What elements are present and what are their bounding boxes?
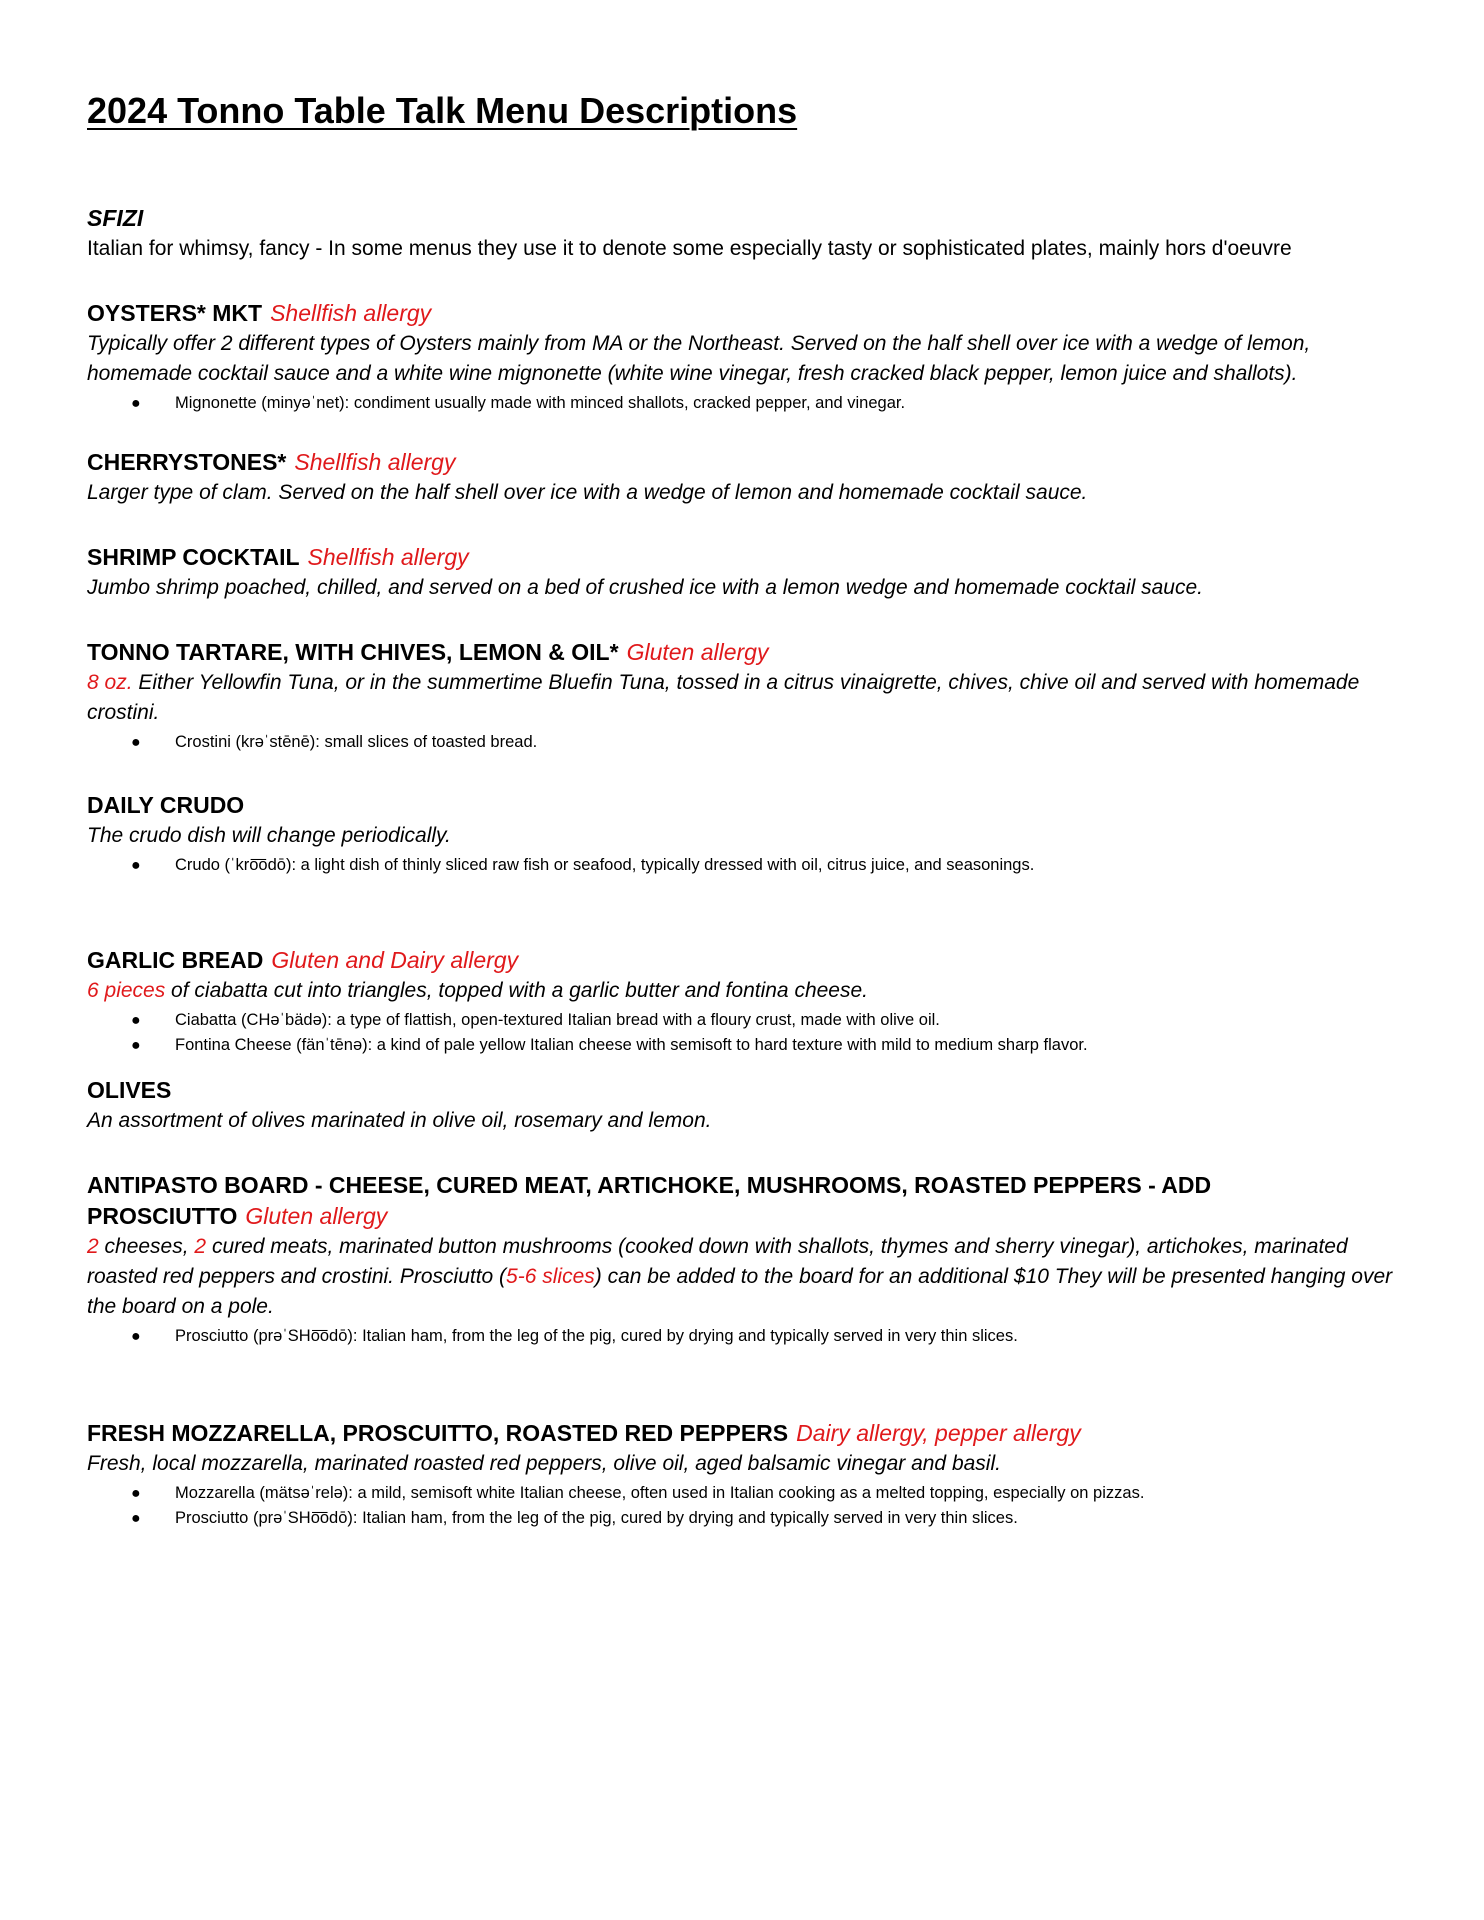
allergy-note: Gluten and Dairy allergy	[271, 947, 519, 973]
menu-item-oysters	[87, 298, 1417, 416]
item-description: 6 pieces of ciabatta cut into triangles, topped with a garlic butter and fontina cheese.	[87, 979, 868, 1002]
item-description: Larger type of clam. Served on the half shell over ice with a wedge of lemon and homemade cocktail sauce.	[87, 481, 1088, 504]
definition-list	[87, 853, 1417, 878]
item-heading	[87, 1170, 1417, 1232]
definition-item: ● Prosciutto (prəˈSHo͞odō): Italian ham, from the leg of the pig, cured by drying and typically served in very thin slices.	[87, 1324, 1417, 1349]
item-heading	[87, 945, 1417, 976]
slice-count: 5-6 slices	[506, 1265, 595, 1288]
meat-count: 2	[194, 1235, 207, 1258]
menu-item-olives	[87, 1075, 1417, 1136]
menu-item-daily-crudo	[87, 790, 1417, 878]
allergy-note: Shellfish allergy	[307, 544, 469, 570]
bullet-icon: ●	[131, 1328, 141, 1345]
menu-item-shrimp-cocktail	[87, 542, 1417, 603]
item-heading	[87, 447, 1417, 478]
item-heading	[87, 1075, 1417, 1106]
menu-item-cherrystones	[87, 447, 1417, 508]
item-name: OLIVES	[87, 1077, 172, 1103]
bullet-icon: ●	[131, 395, 141, 412]
item-name: TONNO TARTARE, WITH CHIVES, LEMON & OIL*	[87, 639, 619, 665]
section-sfizi	[87, 203, 1417, 264]
item-heading	[87, 542, 1417, 573]
item-name: GARLIC BREAD	[87, 947, 264, 973]
item-description: Typically offer 2 different types of Oysters mainly from MA or the Northeast. Served on the half shell over ice with a wedge of lemon, homemade cocktail sauce and a white wine mignonette (white wine vinegar, fresh cracked black pepper, lemon juice and shallots).	[87, 332, 1311, 385]
allergy-note: Gluten allergy	[245, 1203, 388, 1229]
item-description: Fresh, local mozzarella, marinated roasted red peppers, olive oil, aged balsamic vinegar and basil.	[87, 1452, 1001, 1475]
item-description: 2 cheeses, 2 cured meats, marinated button mushrooms (cooked down with shallots, thymes and sherry vinegar), artichokes, marinated roasted red peppers and crostini. Prosciutto (5-6 slices) can be added to the board for an additional $10 They will be presented hanging over the board on a pole.	[87, 1235, 1393, 1318]
allergy-note: Shellfish allergy	[270, 300, 432, 326]
bullet-icon: ●	[131, 1510, 141, 1527]
definition-list	[87, 1324, 1417, 1349]
menu-item-antipasto-board	[87, 1170, 1417, 1349]
definition-item: ● Ciabatta (CHəˈbädə): a type of flattish, open-textured Italian bread with a floury crust, made with olive oil.	[87, 1008, 1417, 1033]
item-name: ANTIPASTO BOARD - CHEESE, CURED MEAT, ARTICHOKE, MUSHROOMS, ROASTED PEPPERS - ADD PROSCIUTTO	[87, 1172, 1212, 1229]
item-name: DAILY CRUDO	[87, 792, 245, 818]
bullet-icon: ●	[131, 1037, 141, 1054]
allergy-note: Shellfish allergy	[294, 449, 456, 475]
item-description: An assortment of olives marinated in olive oil, rosemary and lemon.	[87, 1109, 712, 1132]
cheese-count: 2	[87, 1235, 99, 1258]
item-name: CHERRYSTONES*	[87, 449, 287, 475]
menu-item-tonno-tartare	[87, 637, 1417, 755]
definition-list	[87, 1008, 1417, 1058]
item-heading	[87, 790, 1417, 821]
definition-item: ● Crostini (krəˈstēnē): small slices of toasted bread.	[87, 730, 1417, 755]
definition-list	[87, 391, 1417, 416]
bullet-icon: ●	[131, 1485, 141, 1502]
item-heading	[87, 298, 1417, 329]
section-heading: SFIZI	[87, 205, 144, 231]
definition-item: ● Crudo (ˈkro͞odō): a light dish of thinly sliced raw fish or seafood, typically dressed with oil, citrus juice, and seasonings.	[87, 853, 1417, 878]
allergy-note: Dairy allergy, pepper allergy	[796, 1420, 1081, 1446]
item-description: 8 oz. Either Yellowfin Tuna, or in the summertime Bluefin Tuna, tossed in a citrus vinaigrette, chives, chive oil and served with homemade crostini.	[87, 671, 1360, 724]
item-name: FRESH MOZZARELLA, PROSCUITTO, ROASTED RED PEPPERS	[87, 1420, 789, 1446]
item-name: OYSTERS* MKT	[87, 300, 263, 326]
portion-size: 6 pieces	[87, 979, 166, 1002]
bullet-icon: ●	[131, 734, 141, 751]
section-description: Italian for whimsy, fancy - In some menus they use it to denote some especially tasty or sophisticated plates, mainly hors d'oeuvre	[87, 237, 1292, 260]
definition-list	[87, 730, 1417, 755]
bullet-icon: ●	[131, 857, 141, 874]
menu-item-garlic-bread	[87, 945, 1417, 1058]
item-name: SHRIMP COCKTAIL	[87, 544, 300, 570]
item-description: Jumbo shrimp poached, chilled, and served on a bed of crushed ice with a lemon wedge and homemade cocktail sauce.	[87, 576, 1203, 599]
item-heading	[87, 637, 1417, 668]
definition-list	[87, 1481, 1417, 1531]
definition-item: ● Mignonette (minyəˈnet): condiment usually made with minced shallots, cracked pepper, and vinegar.	[87, 391, 1417, 416]
page-title: 2024 Tonno Table Talk Menu Descriptions	[87, 90, 798, 131]
definition-item: ● Prosciutto (prəˈSHo͞odō): Italian ham, from the leg of the pig, cured by drying and typically served in very thin slices.	[87, 1506, 1417, 1531]
item-description: The crudo dish will change periodically.	[87, 824, 451, 847]
allergy-note: Gluten allergy	[626, 639, 769, 665]
definition-item: ● Mozzarella (mätsəˈrelə): a mild, semisoft white Italian cheese, often used in Italian cooking as a melted topping, especially on pizzas.	[87, 1481, 1417, 1506]
bullet-icon: ●	[131, 1012, 141, 1029]
menu-item-fresh-mozzarella	[87, 1418, 1417, 1531]
definition-item: ● Fontina Cheese (fänˈtēnə): a kind of pale yellow Italian cheese with semisoft to hard texture with mild to medium sharp flavor.	[87, 1033, 1417, 1058]
item-heading	[87, 1418, 1417, 1449]
portion-size: 8 oz.	[87, 671, 133, 694]
